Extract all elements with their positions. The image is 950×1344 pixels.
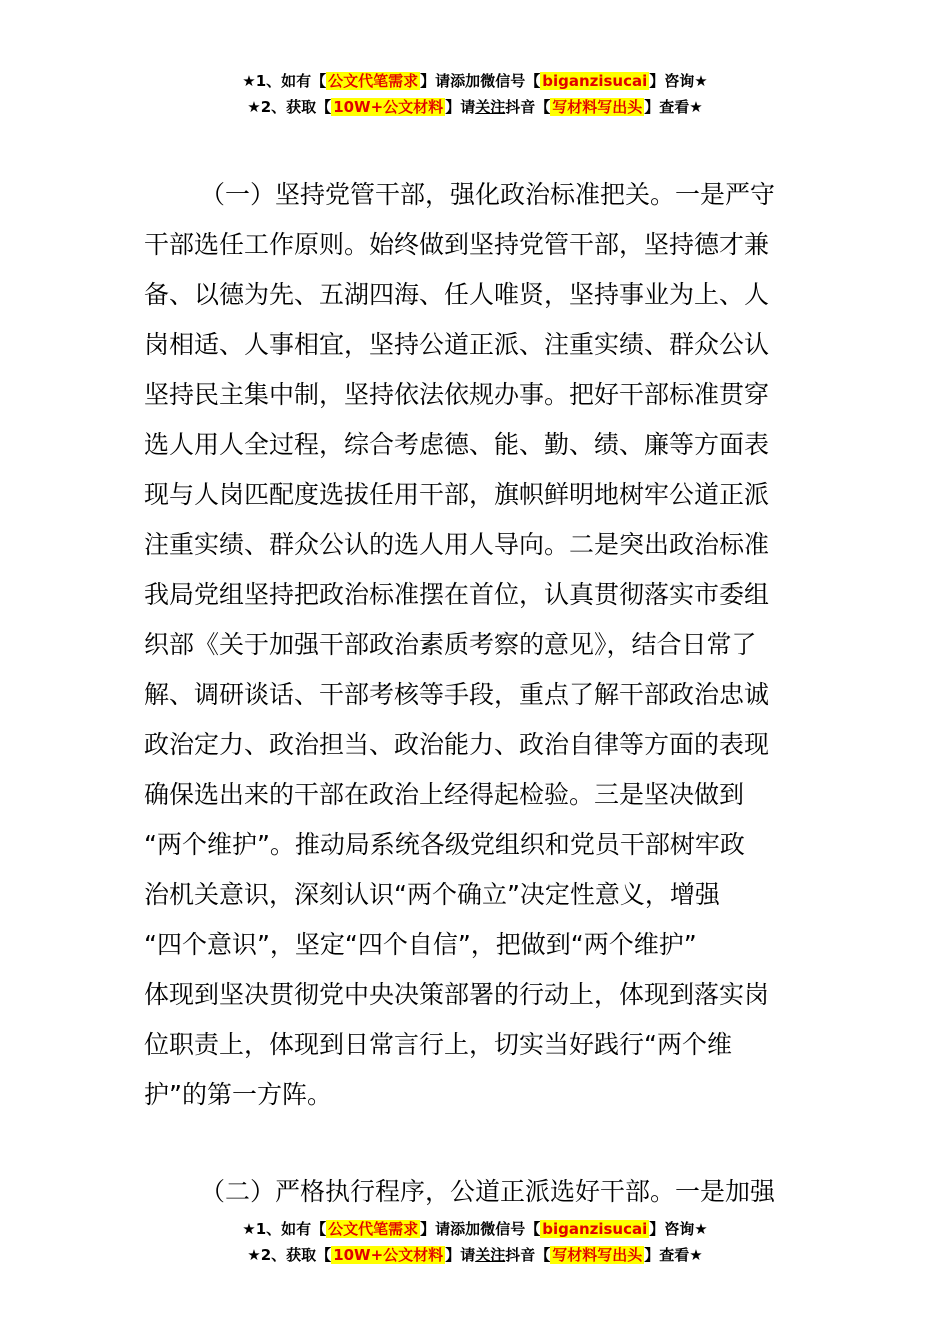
paragraph-line: 政治定力、政治担当、政治能力、政治自律等方面的表现 [144,730,770,759]
footer-line-1-mid-2: 微信号【 [480,1220,541,1238]
paragraph-line: 护”的第一方阵。 [144,1080,332,1109]
paragraph-1 [144,170,808,1120]
footer-line-1-highlight-1: 公文代笔需求 [328,1220,419,1238]
paragraph-line: 备、以德为先、五湖四海、任人唯贤，坚持事业为上、人 [144,280,770,309]
footer-line-2 [0,1242,950,1268]
footer-line-1-highlight-2: biganzisucai [542,1220,648,1238]
footer-line-2-highlight-1: 10W+公文材料 [333,1246,444,1264]
paragraph-line: 现与人岗匹配度选拔任用干部，旗帜鲜明地树牢公道正派 [144,480,770,509]
paragraph-line: 我局党组坚持把政治标准摆在首位，认真贯彻落实市委组 [144,580,770,609]
header-line-1-suffix: 】咨询★ [649,72,708,90]
paragraph-line: 选人用人全过程，综合考虑德、能、勤、绩、廉等方面表 [144,430,770,459]
paragraph-line: 解、调研谈话、干部考核等手段，重点了解干部政治忠诚 [144,680,770,709]
footer-line-2-highlight-2: 写材料写出头 [552,1246,643,1264]
header-line-2-suffix: 】查看★ [644,98,703,116]
header-line-2-highlight-1: 10W+公文材料 [333,98,444,116]
footer-line-1-mid: 】请添加 [420,1220,481,1238]
paragraph-2 [144,1167,808,1217]
header-line-1-highlight-2: biganzisucai [542,72,648,90]
paragraph-line: 治机关意识，深刻认识“两个确立”决定性意义，增强 [144,880,720,909]
paragraph-line: （一）坚持党管干部，强化政治标准把关。一是严守 [200,180,776,209]
header-line-2 [0,94,950,120]
footer-line-2-prefix: ★2、获取【 [247,1246,332,1264]
paragraph-line: 体现到坚决贯彻党中央决策部署的行动上，体现到落实岗 [144,980,770,1009]
header-line-2-highlight-2: 写材料写出头 [552,98,643,116]
footer-line-2-underlined: 关注 [475,1246,506,1264]
paragraph-line: （二）严格执行程序，公道正派选好干部。一是加强 [200,1177,776,1206]
footer-line-2-mid-2: 抖音【 [505,1246,551,1264]
header-line-1-mid-2: 微信号【 [480,72,541,90]
footer-banner [0,1216,950,1268]
footer-line-1 [0,1216,950,1242]
footer-line-2-mid: 】请 [445,1246,476,1264]
paragraph-line: 坚持民主集中制，坚持依法依规办事。把好干部标准贯穿 [144,380,770,409]
header-line-1-mid: 】请添加 [420,72,481,90]
paragraph-line: 确保选出来的干部在政治上经得起检验。三是坚决做到 [144,780,745,809]
footer-line-1-suffix: 】咨询★ [649,1220,708,1238]
paragraph-line: “两个维护”。推动局系统各级党组织和党员干部树牢政 [144,830,745,859]
header-line-2-mid-2: 抖音【 [505,98,551,116]
paragraph-line: “四个意识”，坚定“四个自信”，把做到“两个维护” [144,930,697,959]
paragraph-line: 岗相适、人事相宜，坚持公道正派、注重实绩、群众公认 [144,330,770,359]
header-line-2-underlined: 关注 [475,98,506,116]
header-line-2-prefix: ★2、获取【 [247,98,332,116]
paragraph-line: 注重实绩、群众公认的选人用人导向。二是突出政治标准 [144,530,770,559]
footer-line-2-suffix: 】查看★ [644,1246,703,1264]
header-banner [0,68,950,120]
paragraph-line: 织部《关于加强干部政治素质考察的意见》，结合日常了 [144,630,757,659]
header-line-1-highlight-1: 公文代笔需求 [328,72,419,90]
header-line-1 [0,68,950,94]
header-line-1-prefix: ★1、如有【 [242,72,327,90]
paragraph-line: 位职责上，体现到日常言行上，切实当好践行“两个维 [144,1030,732,1059]
paragraph-line: 干部选任工作原则。始终做到坚持党管干部，坚持德才兼 [144,230,770,259]
header-line-2-mid: 】请 [445,98,476,116]
footer-line-1-prefix: ★1、如有【 [242,1220,327,1238]
